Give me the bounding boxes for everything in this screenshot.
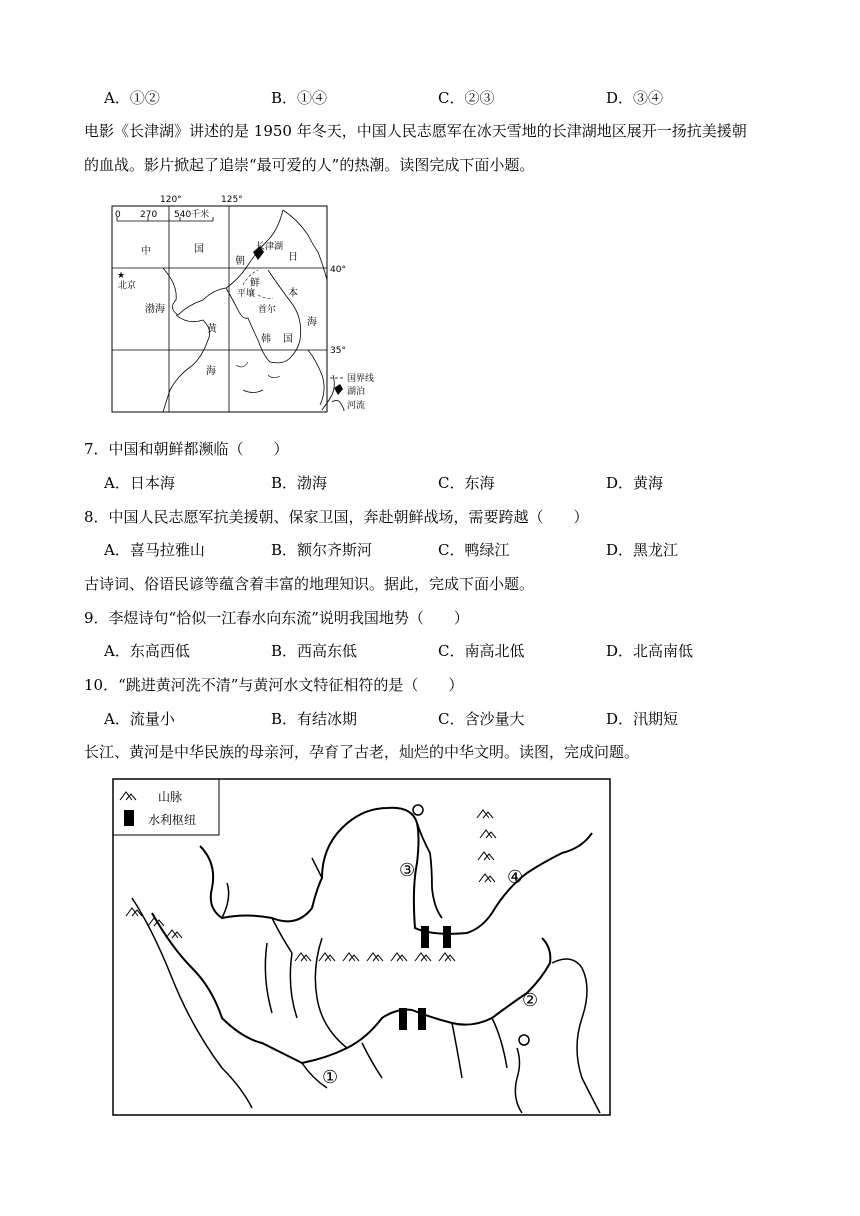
q10-option-a: A．流量小 bbox=[104, 710, 175, 728]
q9-option-a: A．东高西低 bbox=[104, 642, 190, 660]
lake-icon bbox=[334, 384, 343, 395]
q7-stem: 7．中国和朝鲜都濒临（ ） bbox=[84, 440, 289, 458]
map1-label-guo: 国 bbox=[194, 244, 204, 255]
map2-legend-dam: 水利枢纽 bbox=[148, 813, 197, 827]
q8-option-c: C．鸭绿江 bbox=[438, 541, 510, 559]
map1-label-guo2: 国 bbox=[283, 334, 293, 345]
dam-sanmenxia-icon bbox=[421, 926, 451, 948]
map2-mark-1: ① bbox=[322, 1067, 339, 1088]
river-icon bbox=[332, 400, 344, 411]
map1-label-zhong: 中 bbox=[141, 246, 151, 257]
beijing-star-icon: ★ bbox=[117, 271, 126, 281]
map1-lat-35: 35° bbox=[330, 346, 346, 356]
q6-option-a: A．①② bbox=[104, 89, 160, 107]
mountain-range-taihang-icon bbox=[477, 810, 496, 882]
q6-option-b: B．①④ bbox=[271, 89, 328, 107]
map1-scale-2: 540千米 bbox=[174, 210, 210, 220]
q8-option-d: D．黑龙江 bbox=[606, 541, 679, 559]
map1-legend-lake: 湖泊 bbox=[347, 387, 366, 397]
intro-movie-line1: 电影《长津湖》讲述的是 1950 年冬天，中国人民志愿军在冰天雪地的长津湖地区展开一扬抗美援朝 bbox=[84, 122, 747, 140]
map1-label-bohai: 渤海 bbox=[145, 304, 165, 315]
map1-label-changjinhu: 长津湖 bbox=[256, 242, 284, 252]
q7-option-a: A．日本海 bbox=[104, 474, 175, 492]
map1-label-chao: 朝 bbox=[235, 256, 245, 267]
map1-label-seoul: 首尔 bbox=[258, 305, 277, 315]
map1-lat-40: 40° bbox=[330, 265, 346, 275]
q6-option-d: D．③④ bbox=[606, 89, 664, 107]
q10-option-b: B．有结冰期 bbox=[271, 710, 358, 728]
q10-option-c: C．含沙量大 bbox=[438, 710, 525, 728]
map1-label-xian: 鲜 bbox=[250, 278, 260, 289]
q7-option-b: B．渤海 bbox=[271, 474, 328, 492]
map2-mark-4: ④ bbox=[507, 867, 524, 888]
map1-label-hai: 海 bbox=[206, 366, 216, 377]
map2-legend-mountain: 山脉 bbox=[158, 790, 183, 804]
mountain-range-west-icon bbox=[126, 908, 182, 938]
map1-label-huang: 黄 bbox=[207, 324, 217, 335]
mountain-range-qinling-icon bbox=[295, 953, 455, 961]
q10-option-d: D．汛期短 bbox=[606, 710, 679, 728]
intro-movie-line2: 的血战。影片掀起了追崇“最可爱的人”的热潮。读图完成下面小题。 bbox=[84, 156, 535, 174]
map1-scale-1: 270 bbox=[140, 210, 158, 220]
q8-option-a: A．喜马拉雅山 bbox=[104, 541, 205, 559]
map1-label-han: 韩 bbox=[261, 334, 271, 345]
intro-rivers: 长江、黄河是中华民族的母亲河，孕育了古老，灿烂的中华文明。读图，完成问题。 bbox=[84, 743, 640, 761]
map1-scale-0: 0 bbox=[115, 210, 121, 220]
map1-legend-border: 国界线 bbox=[347, 374, 375, 384]
q9-option-c: C．南高北低 bbox=[438, 642, 525, 660]
dam-legend-icon bbox=[124, 810, 134, 826]
map1-label-ri: 日 bbox=[288, 252, 298, 263]
mountain-legend-icon bbox=[120, 792, 136, 800]
q9-option-d: D．北高南低 bbox=[606, 642, 694, 660]
q9-stem: 9．李煜诗句“恰似一江春水向东流”说明我国地势（ ） bbox=[84, 609, 469, 627]
map1-label-pyongyang: 平壤 bbox=[237, 289, 256, 299]
map1-lon-125: 125° bbox=[221, 195, 243, 205]
map1-label-beijing: 北京 bbox=[118, 281, 137, 291]
map1-label-hai2: 海 bbox=[307, 317, 317, 328]
dam-three-gorges-icon bbox=[399, 1008, 426, 1030]
map1-label-ben: 本 bbox=[288, 288, 298, 299]
rivers-map bbox=[112, 778, 612, 1118]
intro-poem: 古诗词、俗语民谚等蕴含着丰富的地理知识。据此，完成下面小题。 bbox=[84, 575, 535, 593]
q7-option-d: D．黄海 bbox=[606, 474, 664, 492]
q6-option-c: C．②③ bbox=[438, 89, 495, 107]
q8-stem: 8．中国人民志愿军抗美援朝、保家卫国，奔赴朝鲜战场，需要跨越（ ） bbox=[84, 508, 589, 526]
map2-mark-2: ② bbox=[522, 990, 539, 1011]
q7-option-c: C．东海 bbox=[438, 474, 495, 492]
map1-legend-river: 河流 bbox=[347, 401, 366, 411]
map2-mark-3: ③ bbox=[399, 860, 416, 881]
q9-option-b: B．西高东低 bbox=[271, 642, 358, 660]
q10-stem: 10．“跳进黄河洗不清”与黄河水文特征相符的是（ ） bbox=[84, 676, 464, 694]
q8-option-b: B．额尔齐斯河 bbox=[271, 541, 373, 559]
korea-map bbox=[108, 190, 398, 415]
map1-lon-120: 120° bbox=[160, 195, 182, 205]
